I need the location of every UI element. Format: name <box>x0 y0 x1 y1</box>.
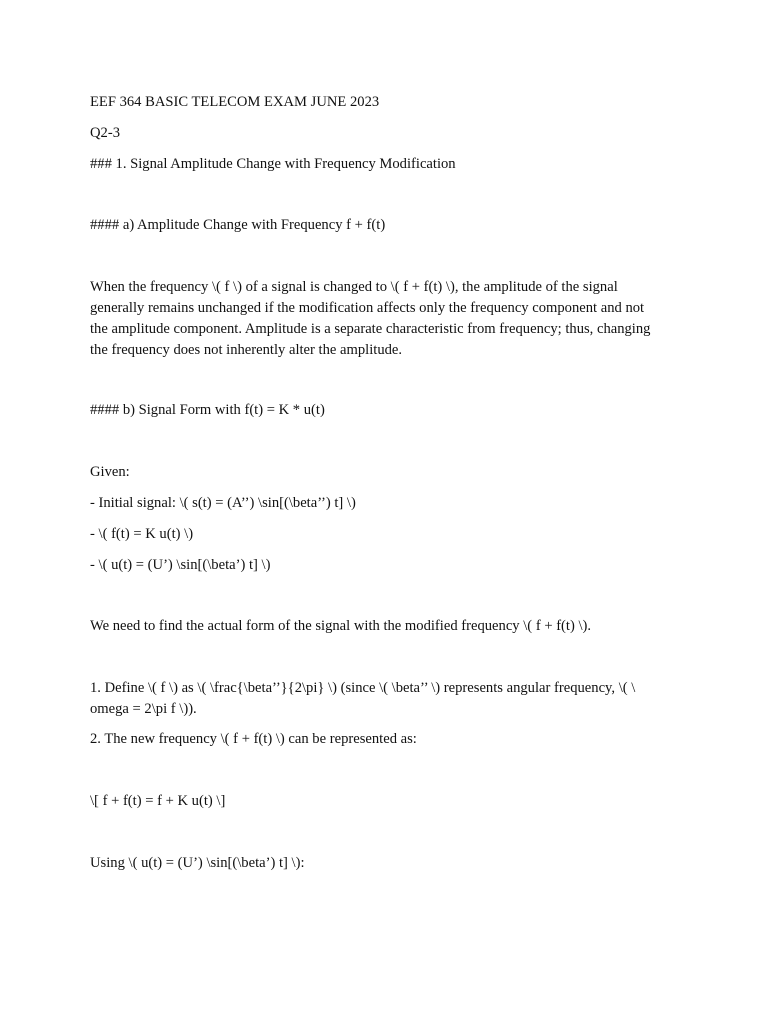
paragraph-line: When the frequency \( f \) of a signal is changed to \( f + f(t) \), the amplitude of the signal <box>90 279 618 295</box>
given-item: - \( f(t) = K u(t) \) <box>90 526 194 542</box>
given-label: Given: <box>90 464 130 480</box>
paragraph-line: generally remains unchanged if the modification affects only the frequency component and not <box>90 300 645 316</box>
step-1-line: omega = 2\pi f \)). <box>90 701 197 717</box>
paragraph-line: the frequency does not inherently alter the amplitude. <box>90 342 403 358</box>
step-2: 2. The new frequency \( f + f(t) \) can be represented as: <box>90 731 417 747</box>
document-title: EEF 364 BASIC TELECOM EXAM JUNE 2023 <box>90 94 380 110</box>
given-item: - Initial signal: \( s(t) = (A’’) \sin[(\beta’’) t] \) <box>90 495 356 511</box>
step-1-line: 1. Define \( f \) as \( \frac{\beta’’}{2\pi} \) (since \( \beta’’ \) represents angular frequency, \( \ <box>90 680 636 696</box>
section-heading: ### 1. Signal Amplitude Change with Frequency Modification <box>90 156 456 172</box>
given-item: - \( u(t) = (U’) \sin[(\beta’) t] \) <box>90 557 271 573</box>
subsection-b-heading: #### b) Signal Form with f(t) = K * u(t) <box>90 402 325 418</box>
step-1 <box>90 678 680 720</box>
equation: \[ f + f(t) = f + K u(t) \] <box>90 793 226 809</box>
need-statement: We need to find the actual form of the signal with the modified frequency \( f + f(t) \). <box>90 618 592 634</box>
subsection-a-heading: #### a) Amplitude Change with Frequency f + f(t) <box>90 217 386 233</box>
paragraph-line: the amplitude component. Amplitude is a separate characteristic from frequency; thus, changing <box>90 321 651 337</box>
using-line: Using \( u(t) = (U’) \sin[(\beta’) t] \): <box>90 855 305 871</box>
subsection-a-paragraph <box>90 277 680 361</box>
question-number: Q2-3 <box>90 125 120 141</box>
